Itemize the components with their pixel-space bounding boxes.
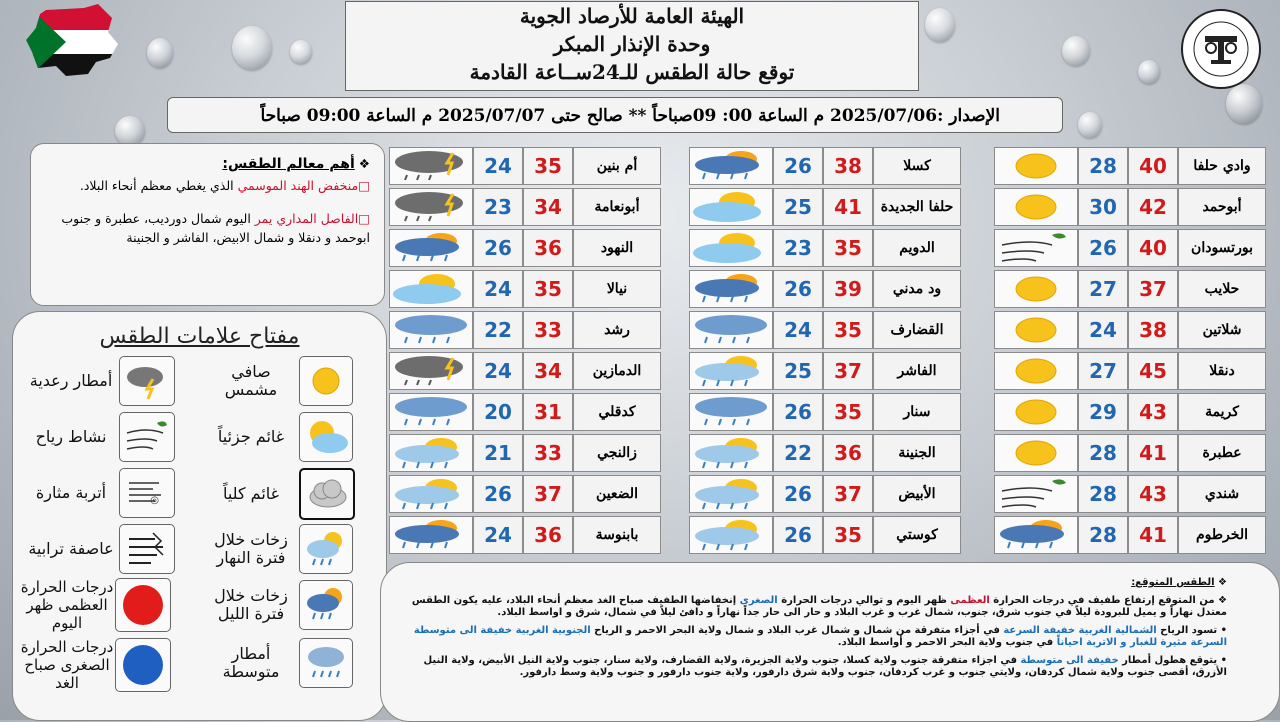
station-row xyxy=(689,188,961,226)
min-temp: 20 xyxy=(473,393,523,431)
max-temp: 38 xyxy=(823,147,873,185)
header-title-line3: توقع حالة الطقس للـ24ســاعة القادمة xyxy=(469,60,795,84)
station-row xyxy=(689,311,961,349)
highlights-title: أهم معالم الطقس: xyxy=(222,156,355,172)
station-name: سنار xyxy=(873,393,961,431)
station-name: الفاشر xyxy=(873,352,961,390)
forecast-p2-a: تسود الرياح xyxy=(1156,624,1218,636)
station-row xyxy=(994,147,1266,185)
max-temp: 39 xyxy=(823,270,873,308)
thunder-weather-icon xyxy=(389,352,473,390)
bullet-icon: • xyxy=(1217,654,1227,666)
max-temp: 36 xyxy=(523,516,573,554)
min-temp: 26 xyxy=(773,270,823,308)
forecast-p2-c: في جنوب ولاية البحر الاحمر و أواسط البلاد. xyxy=(837,637,1057,648)
square-bullet-icon: □ xyxy=(358,211,370,226)
max-temp: 41 xyxy=(1128,516,1178,554)
wind-weather-icon xyxy=(994,475,1078,513)
min-temp: 29 xyxy=(1078,393,1128,431)
max-temp: 35 xyxy=(523,147,573,185)
max-temp: 36 xyxy=(523,229,573,267)
max-temp: 35 xyxy=(823,311,873,349)
rain-weather-icon xyxy=(389,311,473,349)
diamond-bullet-icon: ❖ xyxy=(1214,594,1227,606)
station-name: شلاتين xyxy=(1178,311,1266,349)
max-temp: 31 xyxy=(523,393,573,431)
min-temp: 28 xyxy=(1078,147,1128,185)
max-temp: 40 xyxy=(1128,229,1178,267)
station-name: أم بنين xyxy=(573,147,661,185)
station-row xyxy=(389,352,661,390)
max-temp: 34 xyxy=(523,188,573,226)
max-temp: 35 xyxy=(823,393,873,431)
rain-weather-icon xyxy=(689,393,773,431)
highlight1-red: منخفض الهند الموسمي xyxy=(237,178,359,193)
wind-icon xyxy=(119,412,175,462)
legend-moderate-rain-label: أمطار متوسطة xyxy=(222,644,280,681)
sun-weather-icon xyxy=(994,147,1078,185)
station-name: أبوحمد xyxy=(1178,188,1266,226)
day-weather-icon xyxy=(689,352,773,390)
day-weather-icon xyxy=(389,475,473,513)
header-title-line1: الهيئة العامة للأرصاد الجوية xyxy=(519,4,745,28)
partly-cloudy-icon xyxy=(299,412,353,462)
sun-weather-icon xyxy=(994,270,1078,308)
max-temp: 37 xyxy=(823,475,873,513)
weather-legend xyxy=(12,311,387,721)
forecast-p3-b: في اجزاء متفرقة جنوب ولاية كسلا، جنوب ولاية الجزيرة، ولاية القضارف، ولاية سنار، جنوب ولاية النيل الأبيض، ولاية النيل الأزرق، أقصى جنوب ولاية شمال كردفان، ولايتي جنوب و غرب كردفان، جنوب ولاية شرق دارفور، ولاية جنوب دارفور و جنوب ولاية وسط دارفور. xyxy=(423,654,1227,678)
dust-icon xyxy=(119,468,175,518)
weather-highlights-box xyxy=(30,143,385,306)
day-weather-icon xyxy=(689,475,773,513)
raindrop-decoration xyxy=(1062,36,1090,66)
legend-cloudy-label: غائم كلياً xyxy=(222,484,280,503)
min-temp: 26 xyxy=(473,475,523,513)
station-name: رشد xyxy=(573,311,661,349)
max-temp: 34 xyxy=(523,352,573,390)
station-row xyxy=(689,270,961,308)
station-row xyxy=(689,434,961,472)
max-temp: 35 xyxy=(823,229,873,267)
legend-max-temp xyxy=(19,578,171,632)
max-temp: 35 xyxy=(823,516,873,554)
sun-weather-icon xyxy=(994,352,1078,390)
blue-circle-icon xyxy=(115,638,171,692)
legend-night-shower-label: زخات خلال فترة الليل xyxy=(214,586,288,623)
legend-sunny xyxy=(203,356,353,406)
station-name: كسلا xyxy=(873,147,961,185)
legend-duststorm xyxy=(23,524,175,574)
station-row xyxy=(389,270,661,308)
partly-weather-icon xyxy=(689,229,773,267)
rain-weather-icon xyxy=(689,311,773,349)
station-name: النهود xyxy=(573,229,661,267)
raindrop-decoration xyxy=(1226,84,1262,124)
station-row xyxy=(994,516,1266,554)
legend-thunder xyxy=(23,356,175,406)
sun-weather-icon xyxy=(994,311,1078,349)
night-weather-icon xyxy=(689,270,773,308)
station-name: حلايب xyxy=(1178,270,1266,308)
partly-weather-icon xyxy=(689,188,773,226)
min-temp: 26 xyxy=(773,475,823,513)
station-name: القضارف xyxy=(873,311,961,349)
max-temp: 35 xyxy=(523,270,573,308)
station-row xyxy=(389,434,661,472)
legend-min-temp-label: درجات الحرارة الصغرى صباح الغد xyxy=(20,638,114,692)
legend-cloudy xyxy=(203,468,355,520)
legend-partly-label: غائم جزئياً xyxy=(217,427,285,446)
sun-weather-icon xyxy=(994,188,1078,226)
min-temp: 22 xyxy=(473,311,523,349)
station-name: الجنينة xyxy=(873,434,961,472)
station-name: وادي حلفا xyxy=(1178,147,1266,185)
rain-icon xyxy=(299,638,353,688)
cloud-icon xyxy=(299,468,355,520)
highlight1-text: الذي يغطي معظم أنحاء البلاد. xyxy=(79,178,238,193)
station-row xyxy=(389,229,661,267)
max-temp: 41 xyxy=(823,188,873,226)
max-temp: 37 xyxy=(523,475,573,513)
sudan-flag-icon xyxy=(26,4,118,80)
header-title-line2: وحدة الإنذار المبكر xyxy=(553,32,711,56)
station-name: كوستي xyxy=(873,516,961,554)
legend-thunder-label: أمطار رعدية xyxy=(29,371,113,390)
station-row xyxy=(994,188,1266,226)
max-temp: 37 xyxy=(823,352,873,390)
min-temp: 26 xyxy=(773,147,823,185)
station-name: الأبيض xyxy=(873,475,961,513)
red-circle-icon xyxy=(115,578,171,632)
forecast-p2-blue: الشمالية الغربية خفيفة السرعة xyxy=(1003,624,1157,636)
min-temp: 25 xyxy=(773,188,823,226)
min-temp: 30 xyxy=(1078,188,1128,226)
forecast-title: الطقس المتوقع: xyxy=(1131,577,1215,588)
day-weather-icon xyxy=(389,434,473,472)
min-temp: 26 xyxy=(473,229,523,267)
legend-duststorm-label: عاصفة ترابية xyxy=(28,539,114,558)
raindrop-decoration xyxy=(147,38,173,68)
station-name: الخرطوم xyxy=(1178,516,1266,554)
raindrop-decoration xyxy=(115,116,145,146)
legend-moderate-rain xyxy=(203,638,353,688)
raindrop-decoration xyxy=(1138,60,1160,84)
forecast-p1-red: العظمى xyxy=(950,594,990,606)
station-row xyxy=(689,516,961,554)
thunder-weather-icon xyxy=(389,188,473,226)
station-name: شندي xyxy=(1178,475,1266,513)
night-weather-icon xyxy=(389,516,473,554)
day-weather-icon xyxy=(689,434,773,472)
svg-text:◎: ◎ xyxy=(150,495,159,506)
thunder-icon xyxy=(119,356,175,406)
forecast-p1-blue: الصغرى xyxy=(739,594,778,606)
station-row xyxy=(389,311,661,349)
station-name: ود مدني xyxy=(873,270,961,308)
station-name: الدويم xyxy=(873,229,961,267)
legend-wind xyxy=(23,412,175,462)
bullet-icon: • xyxy=(1217,624,1227,636)
expected-weather-box xyxy=(380,562,1280,722)
min-temp: 24 xyxy=(1078,311,1128,349)
station-row xyxy=(994,352,1266,390)
legend-day-shower xyxy=(203,524,353,574)
legend-dust-label: أتربة مثارة xyxy=(35,483,107,502)
station-row xyxy=(994,270,1266,308)
legend-night-shower xyxy=(203,580,353,630)
forecast-p2-b: في أجزاء متفرقة من شمال و شمال غرب البلاد و شمال ولاية البحر الاحمر و الرياح xyxy=(590,624,1004,636)
max-temp: 40 xyxy=(1128,147,1178,185)
max-temp: 36 xyxy=(823,434,873,472)
min-temp: 28 xyxy=(1078,475,1128,513)
day-weather-icon xyxy=(689,516,773,554)
station-row xyxy=(689,352,961,390)
station-name: بابنوسة xyxy=(573,516,661,554)
station-row xyxy=(689,147,961,185)
station-row xyxy=(689,229,961,267)
legend-sunny-label: صافي مشمس xyxy=(224,362,278,399)
duststorm-icon xyxy=(119,524,175,574)
header-title-box xyxy=(345,1,919,91)
max-temp: 33 xyxy=(523,434,573,472)
sun-icon xyxy=(299,356,353,406)
station-row xyxy=(994,229,1266,267)
min-temp: 21 xyxy=(473,434,523,472)
diamond-bullet-icon: ❖ xyxy=(1214,577,1227,588)
forecast-p1-a: من المتوقع إرتفاع طفيف في درجات الحرارة xyxy=(989,594,1215,606)
station-row xyxy=(389,516,661,554)
min-temp: 27 xyxy=(1078,270,1128,308)
min-temp: 27 xyxy=(1078,352,1128,390)
legend-max-temp-label: درجات الحرارة العظمى ظهر اليوم xyxy=(20,578,114,632)
highlight2-red: الفاصل المداري يمر xyxy=(254,211,359,226)
raindrop-decoration xyxy=(232,26,272,70)
square-bullet-icon: □ xyxy=(358,178,370,193)
station-row xyxy=(389,475,661,513)
rain-weather-icon xyxy=(389,393,473,431)
station-row xyxy=(689,393,961,431)
forecast-p3-blue: خفيفة الى متوسطة xyxy=(1020,654,1119,666)
partly-weather-icon xyxy=(389,270,473,308)
legend-partly xyxy=(203,412,353,462)
min-temp: 28 xyxy=(1078,434,1128,472)
forecast-p3-a: يتوقع هطول أمطار xyxy=(1118,654,1218,666)
min-temp: 23 xyxy=(773,229,823,267)
station-row xyxy=(389,393,661,431)
legend-wind-label: نشاط رياح xyxy=(35,427,107,446)
thunder-weather-icon xyxy=(389,147,473,185)
legend-day-shower-label: زخات خلال فترة النهار xyxy=(214,530,288,567)
day-shower-icon xyxy=(299,524,353,574)
min-temp: 26 xyxy=(1078,229,1128,267)
station-name: بورتسودان xyxy=(1178,229,1266,267)
station-row xyxy=(389,147,661,185)
highlight2-text: اليوم شمال دورديب، عطبرة و جنوب ابوحمد و دنقلا و شمال الابيض، الفاشر و الجنينة xyxy=(61,211,370,245)
legend-min-temp xyxy=(19,638,171,692)
station-row xyxy=(389,188,661,226)
max-temp: 43 xyxy=(1128,475,1178,513)
raindrop-decoration xyxy=(925,8,955,42)
station-name: الدمازين xyxy=(573,352,661,390)
station-name: كريمة xyxy=(1178,393,1266,431)
max-temp: 43 xyxy=(1128,393,1178,431)
station-row xyxy=(994,393,1266,431)
min-temp: 22 xyxy=(773,434,823,472)
max-temp: 37 xyxy=(1128,270,1178,308)
raindrop-decoration xyxy=(290,40,312,64)
station-name: أبونعامة xyxy=(573,188,661,226)
station-row xyxy=(994,434,1266,472)
station-row xyxy=(689,475,961,513)
sma-logo-icon xyxy=(1175,8,1267,90)
min-temp: 25 xyxy=(773,352,823,390)
forecast-p1-c: إنخفاضها الطفيف صباح الغد معظم أنحاء البلاد، عليه يكون الطقس معتدل نهاراً و يميل للبرودة ليلاً في جنوب شرق، جنوب، شمال غرب و غرب البلاد و حار الى حار جداً نهاراً و دافئ ليلاً في شمال، شرق و اواسط البلاد. xyxy=(411,594,1227,618)
station-row xyxy=(994,475,1266,513)
max-temp: 42 xyxy=(1128,188,1178,226)
night-weather-icon xyxy=(689,147,773,185)
station-name: حلفا الجديدة xyxy=(873,188,961,226)
min-temp: 24 xyxy=(473,352,523,390)
legend-dust xyxy=(23,468,175,518)
station-name: زالنجي xyxy=(573,434,661,472)
max-temp: 41 xyxy=(1128,434,1178,472)
forecast-p1-b: ظهر اليوم و توالي درجات الحرارة xyxy=(777,594,951,606)
station-name: كدقلي xyxy=(573,393,661,431)
diamond-bullet-icon: ❖ xyxy=(354,156,370,171)
raindrop-decoration xyxy=(1078,112,1102,138)
min-temp: 24 xyxy=(473,147,523,185)
sun-weather-icon xyxy=(994,393,1078,431)
station-name: الضعين xyxy=(573,475,661,513)
min-temp: 24 xyxy=(473,516,523,554)
min-temp: 24 xyxy=(473,270,523,308)
night-weather-icon xyxy=(389,229,473,267)
min-temp: 23 xyxy=(473,188,523,226)
station-name: عطبرة xyxy=(1178,434,1266,472)
issue-date-bar: الإصدار :2025/07/06 م الساعة 00: 09صباحاً ** صالح حتى 2025/07/07 م الساعة 09:00 صباحاً xyxy=(167,97,1063,133)
night-shower-icon xyxy=(299,580,353,630)
max-temp: 33 xyxy=(523,311,573,349)
wind-weather-icon xyxy=(994,229,1078,267)
max-temp: 45 xyxy=(1128,352,1178,390)
station-row xyxy=(994,311,1266,349)
min-temp: 26 xyxy=(773,516,823,554)
min-temp: 26 xyxy=(773,393,823,431)
forecast-p2-blue2: الجنوبية الغربية خفيفة الى متوسطة السرعة مثيرة للغبار و الاتربة احياناً xyxy=(413,624,1227,648)
legend-title: مفتاح علامات الطقس xyxy=(99,324,300,349)
min-temp: 24 xyxy=(773,311,823,349)
night-weather-icon xyxy=(994,516,1078,554)
station-name: نيالا xyxy=(573,270,661,308)
max-temp: 38 xyxy=(1128,311,1178,349)
min-temp: 28 xyxy=(1078,516,1128,554)
sun-weather-icon xyxy=(994,434,1078,472)
station-name: دنقلا xyxy=(1178,352,1266,390)
